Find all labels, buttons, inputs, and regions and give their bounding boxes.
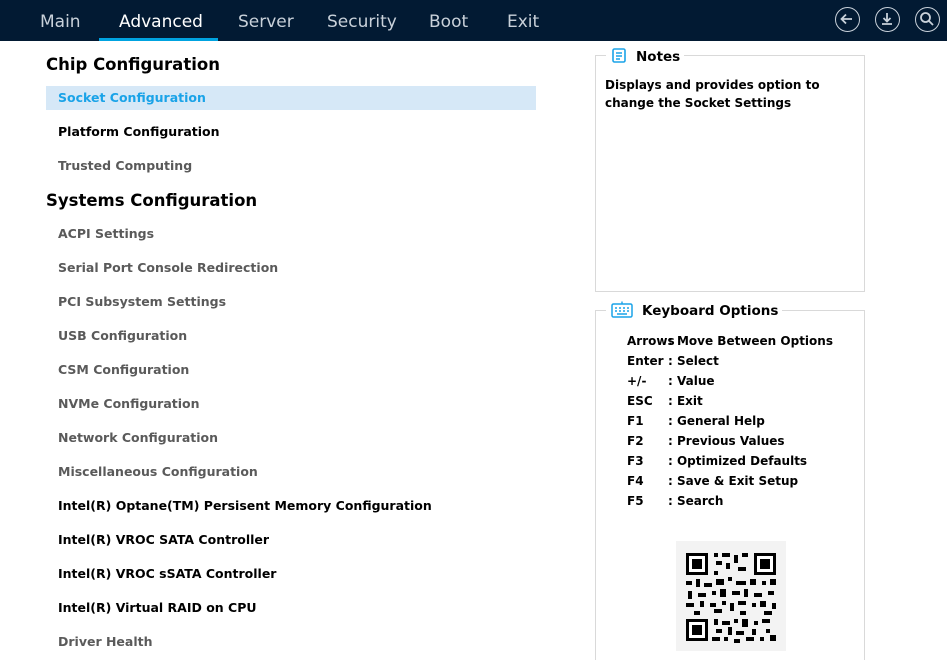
key-description: : General Help <box>668 414 765 428</box>
tab-security[interactable]: Security <box>327 12 397 32</box>
tab-main[interactable]: Main <box>40 12 81 32</box>
key-label: F2 <box>627 434 644 448</box>
key-label: +/- <box>627 374 647 388</box>
key-description: : Save & Exit Setup <box>668 474 799 488</box>
advanced-menu <box>40 41 550 660</box>
menu-item-platform-configuration[interactable]: Platform Configuration <box>58 124 220 139</box>
menu-item-usb-configuration[interactable]: USB Configuration <box>58 328 188 343</box>
tab-exit[interactable]: Exit <box>507 12 540 32</box>
key-description: : Optimized Defaults <box>668 454 808 468</box>
qr-code <box>676 541 786 651</box>
notes-panel <box>595 49 865 292</box>
key-label: Enter <box>627 354 664 368</box>
key-label: Arrows <box>627 334 675 348</box>
key-description: : Exit <box>668 394 703 408</box>
menu-item-vroc-sata-controller[interactable]: Intel(R) VROC SATA Controller <box>58 532 270 547</box>
notes-header <box>606 47 684 65</box>
menu-item-driver-health[interactable]: Driver Health <box>58 634 153 649</box>
menu-item-optane-memory-configuration[interactable]: Intel(R) Optane(TM) Persisent Memory Configuration <box>58 498 432 513</box>
key-label: F4 <box>627 474 644 488</box>
notes-title: Notes <box>636 49 681 65</box>
section-chip-configuration: Chip Configuration <box>46 55 220 74</box>
keyboard-options-title: Keyboard Options <box>642 303 779 319</box>
menu-item-miscellaneous-configuration[interactable]: Miscellaneous Configuration <box>58 464 258 479</box>
download-icon[interactable] <box>875 7 900 32</box>
notes-icon <box>610 47 628 65</box>
tab-boot[interactable]: Boot <box>429 12 469 32</box>
menu-item-pci-subsystem-settings[interactable]: PCI Subsystem Settings <box>58 294 227 309</box>
key-label: F1 <box>627 414 644 428</box>
key-label: F3 <box>627 454 644 468</box>
key-label: ESC <box>627 394 653 408</box>
menu-item-trusted-computing[interactable]: Trusted Computing <box>58 158 193 173</box>
menu-item-virtual-raid-on-cpu[interactable]: Intel(R) Virtual RAID on CPU <box>58 600 257 615</box>
key-label: F5 <box>627 494 644 508</box>
key-description: : Previous Values <box>668 434 785 448</box>
search-icon[interactable] <box>915 7 940 32</box>
back-arrow-icon[interactable] <box>835 7 860 32</box>
key-description: : Move Between Options <box>668 334 833 348</box>
tab-advanced[interactable]: Advanced <box>119 12 203 32</box>
menu-item-socket-configuration[interactable]: Socket Configuration <box>46 86 536 110</box>
menu-item-acpi-settings[interactable]: ACPI Settings <box>58 226 155 241</box>
qr-code-graphic <box>676 541 786 651</box>
key-description: : Search <box>668 494 724 508</box>
menu-item-csm-configuration[interactable]: CSM Configuration <box>58 362 190 377</box>
key-description: : Select <box>668 354 719 368</box>
keyboard-icon <box>610 301 634 319</box>
menu-item-vroc-ssata-controller[interactable]: Intel(R) VROC sSATA Controller <box>58 566 277 581</box>
tab-server[interactable]: Server <box>238 12 294 32</box>
top-nav-bar <box>0 0 947 41</box>
notes-text: Displays and provides option to change the Socket Settings <box>605 78 820 110</box>
menu-item-network-configuration[interactable]: Network Configuration <box>58 430 218 445</box>
keyboard-options-header <box>606 301 782 319</box>
menu-item-serial-port-console-redirection[interactable]: Serial Port Console Redirection <box>58 260 279 275</box>
key-description: : Value <box>668 374 715 388</box>
menu-item-nvme-configuration[interactable]: NVMe Configuration <box>58 396 200 411</box>
keyboard-options-panel <box>595 303 865 660</box>
section-systems-configuration: Systems Configuration <box>46 191 258 210</box>
